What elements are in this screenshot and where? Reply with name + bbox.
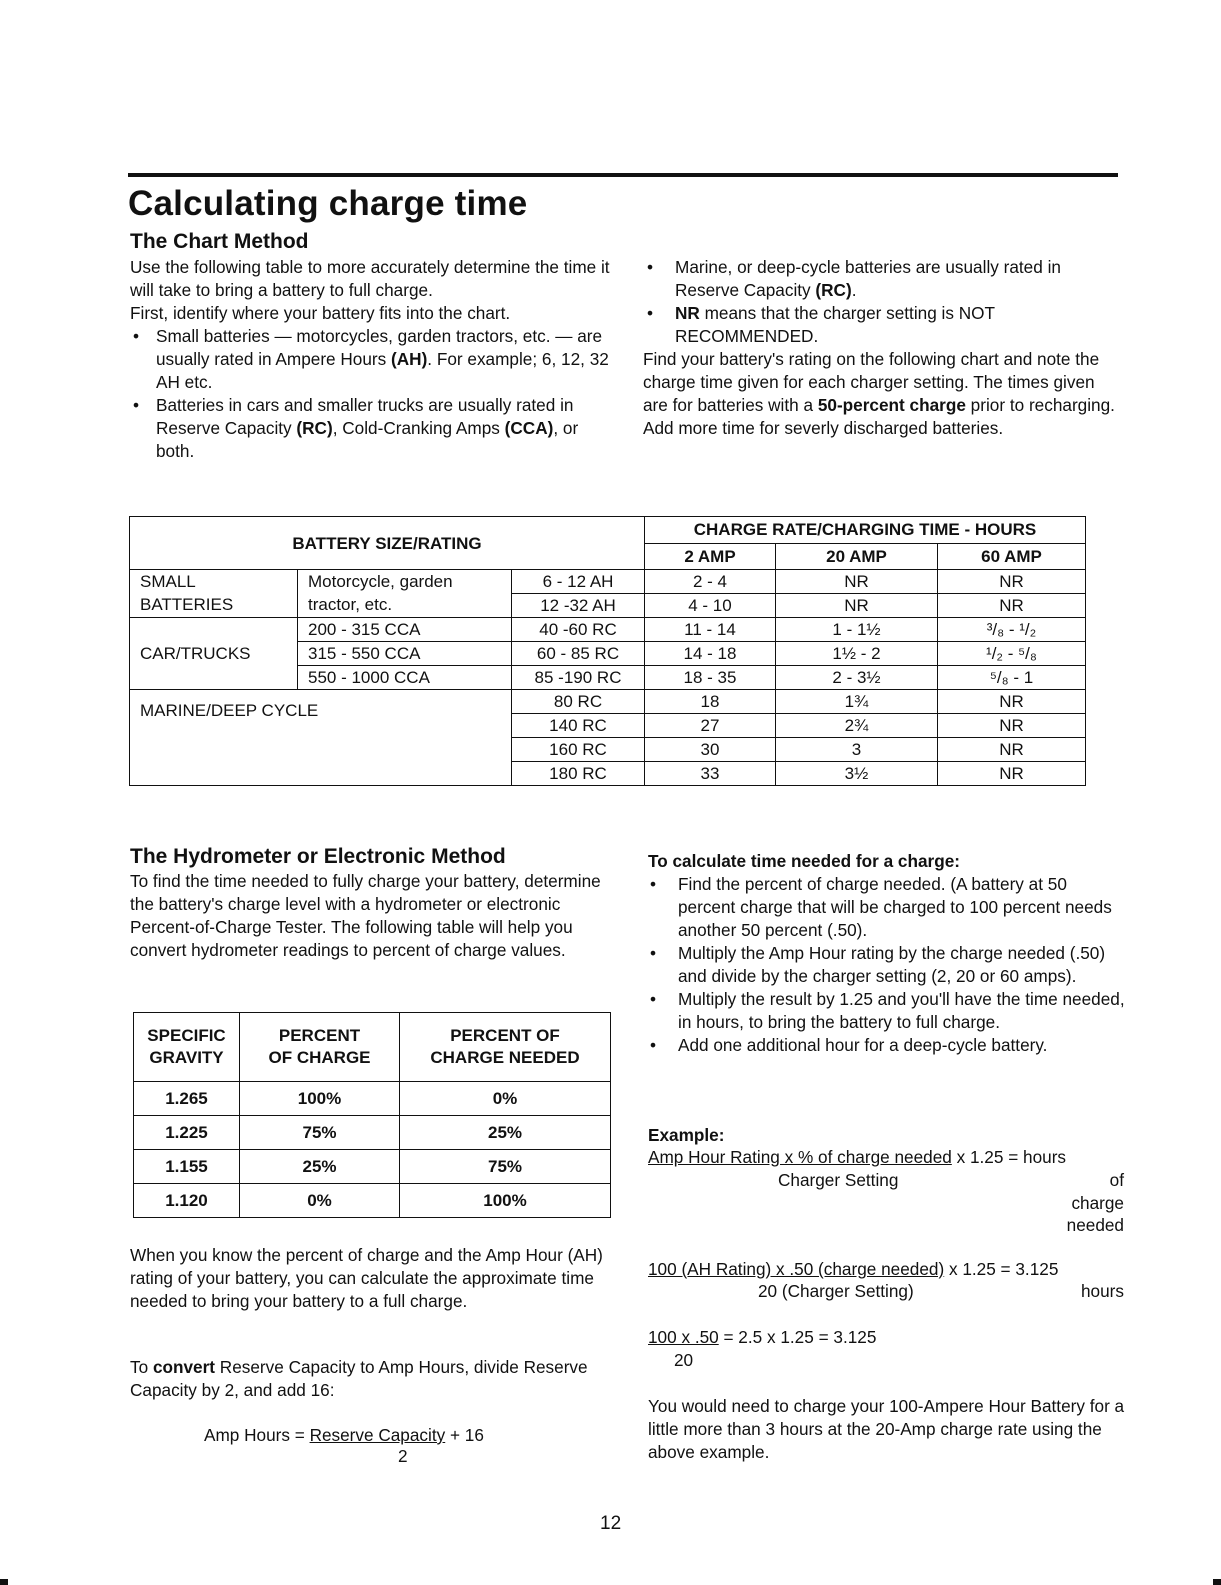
small-batteries-label: SMALL BATTERIES: [130, 570, 298, 618]
car-trucks-label: CAR/TRUCKS: [130, 618, 298, 690]
example-needed: needed: [1066, 1215, 1124, 1235]
table-row: 1.155 25% 75%: [134, 1150, 611, 1184]
amp-header-20: 20 AMP: [776, 543, 938, 570]
table-row: SMALL BATTERIES Motorcycle, garden tractor, etc. 6 - 12 AH 2 - 4 NR NR: [130, 570, 1086, 594]
amp-header-60: 60 AMP: [938, 543, 1086, 570]
table-row: 160 RC 30 3 NR: [130, 738, 1086, 762]
title-rule: [128, 173, 1118, 177]
amp-header-2: 2 AMP: [645, 543, 776, 570]
corner-mark-right: [1213, 1579, 1221, 1585]
hydrometer-table-header: [134, 1013, 611, 1082]
charge-rate-header: CHARGE RATE/CHARGING TIME - HOURS: [645, 517, 1086, 544]
convert-para: To convert Reserve Capacity to Amp Hours, divide Reserve Capacity by 2, and add 16:: [130, 1357, 588, 1400]
table-row: 12 -32 AH 4 - 10 NR NR: [130, 594, 1086, 618]
amp-hours-formula: Amp Hours = Reserve Capacity + 16: [204, 1425, 484, 1445]
bullet-marine: • Marine, or deep-cycle batteries are usually rated in Reserve Capacity (RC).: [643, 256, 1123, 302]
hydrometer-table: [133, 1012, 611, 1218]
hydrometer-heading: The Hydrometer or Electronic Method: [130, 845, 506, 868]
page-title: Calculating charge time: [128, 184, 528, 223]
hydrometer-after-para: When you know the percent of charge and the Amp Hour (AH) rating of your battery, you can calculate the approximate time needed to bring your battery to a full charge.: [130, 1245, 603, 1311]
example-formula-1-denominator: Charger Setting: [778, 1170, 899, 1190]
hydrometer-section: [130, 845, 620, 962]
example-formula-1: Amp Hour Rating x % of charge needed x 1.25 = hours: [648, 1147, 1067, 1167]
percent-of-charge-header: PERCENT OF CHARGE: [240, 1013, 400, 1082]
example-formula-3-denominator: 20: [674, 1350, 694, 1370]
example-formula-3: 100 x .50 = 2.5 x 1.25 = 3.125: [648, 1327, 877, 1347]
battery-size-header: BATTERY SIZE/RATING: [130, 517, 645, 570]
hydrometer-para: To find the time needed to fully charge your battery, determine the battery's charge level with a hydrometer or electronic Percent-of-Charge Tester. The following table will help you convert hydrometer readings to percent of charge values.: [130, 871, 601, 960]
page-number: 12: [600, 1513, 622, 1534]
table-row: 550 - 1000 CCA 85 -190 RC 18 - 35 2 - 3½ ⁵/₈ - 1: [130, 666, 1086, 690]
example-hours: hours: [1081, 1281, 1124, 1301]
charge-rate-table: [129, 516, 1086, 786]
marine-label: MARINE/DEEP CYCLE: [130, 690, 512, 786]
chart-method-heading: The Chart Method: [130, 230, 309, 253]
chart-method-bullets: [130, 325, 620, 463]
table-row: 140 RC 27 2¾ NR: [130, 714, 1086, 738]
chart-method-right-bullets: [643, 256, 1123, 348]
example-conclusion: You would need to charge your 100-Ampere Hour Battery for a little more than 3 hours at the 20-Amp charge rate using the above example.: [648, 1396, 1125, 1462]
table-row: 1.265 100% 0%: [134, 1082, 611, 1116]
calculate-heading: To calculate time needed for a charge:: [648, 851, 961, 871]
chart-method-right: [643, 256, 1123, 440]
calculate-section: [648, 850, 1128, 1057]
table-row: 1.225 75% 25%: [134, 1116, 611, 1150]
example-formula-2-denominator: 20 (Charger Setting): [758, 1281, 914, 1301]
example-label: Example:: [648, 1125, 725, 1145]
small-batteries-type: Motorcycle, garden tractor, etc.: [298, 570, 512, 618]
table-row: MARINE/DEEP CYCLE 80 RC 18 1¾ NR: [130, 690, 1086, 714]
table-row: 180 RC 33 3½ NR: [130, 762, 1086, 786]
example-formula-2: 100 (AH Rating) x .50 (charge needed) x 1.25 = 3.125: [648, 1259, 1059, 1279]
chart-method-intro: Use the following table to more accurately determine the time it will take to bring a battery to full charge.: [130, 257, 610, 300]
chart-method-left: [130, 230, 620, 463]
calculate-bullets: • Find the percent of charge needed. (A battery at 50 percent charge that will be charged to 100 percent needs another 50 percent (.50). • Multiply the Amp Hour rating by the charge needed (.50) and divide by the charger setting (2, 20 or 60 amps). • Multiply the result by 1.25 and you'll have the time needed, in hours, to bring the battery to full charge. • Add one additional hour for a deep-cycle battery.: [646, 873, 1128, 1057]
table-row: 315 - 550 CCA 60 - 85 RC 14 - 18 1½ - 2 ¹/₂ - ⁵/₈: [130, 642, 1086, 666]
percent-needed-header: PERCENT OF CHARGE NEEDED: [400, 1013, 611, 1082]
chart-method-first: First, identify where your battery fits into the chart.: [130, 303, 511, 323]
table-row: 1.120 0% 100%: [134, 1184, 611, 1218]
example-of: of: [1109, 1170, 1124, 1190]
specific-gravity-header: SPECIFIC GRAVITY: [134, 1013, 240, 1082]
corner-mark-left: [0, 1579, 8, 1585]
chart-method-right-para: Find your battery's rating on the following chart and note the charge time given for each charger setting. The times given are for batteries with a 50-percent charge prior to recharging. Add more time for severly discharged batteries.: [643, 349, 1115, 438]
table-row: CAR/TRUCKS 200 - 315 CCA 40 -60 RC 11 - 14 1 - 1½ ³/₈ - ¹/₂: [130, 618, 1086, 642]
bullet-car-batteries: • Batteries in cars and smaller trucks are usually rated in Reserve Capacity (RC), Cold-Cranking Amps (CCA), or both.: [130, 394, 620, 463]
bullet-small-batteries: • Small batteries — motorcycles, garden tractors, etc. — are usually rated in Ampere Hours (AH). For example; 6, 12, 32 AH etc.: [130, 325, 620, 394]
bullet-nr: • NR means that the charger setting is NOT RECOMMENDED.: [643, 302, 1123, 348]
example-charge: charge: [1071, 1193, 1124, 1213]
amp-hours-formula-denominator: 2: [398, 1446, 408, 1466]
